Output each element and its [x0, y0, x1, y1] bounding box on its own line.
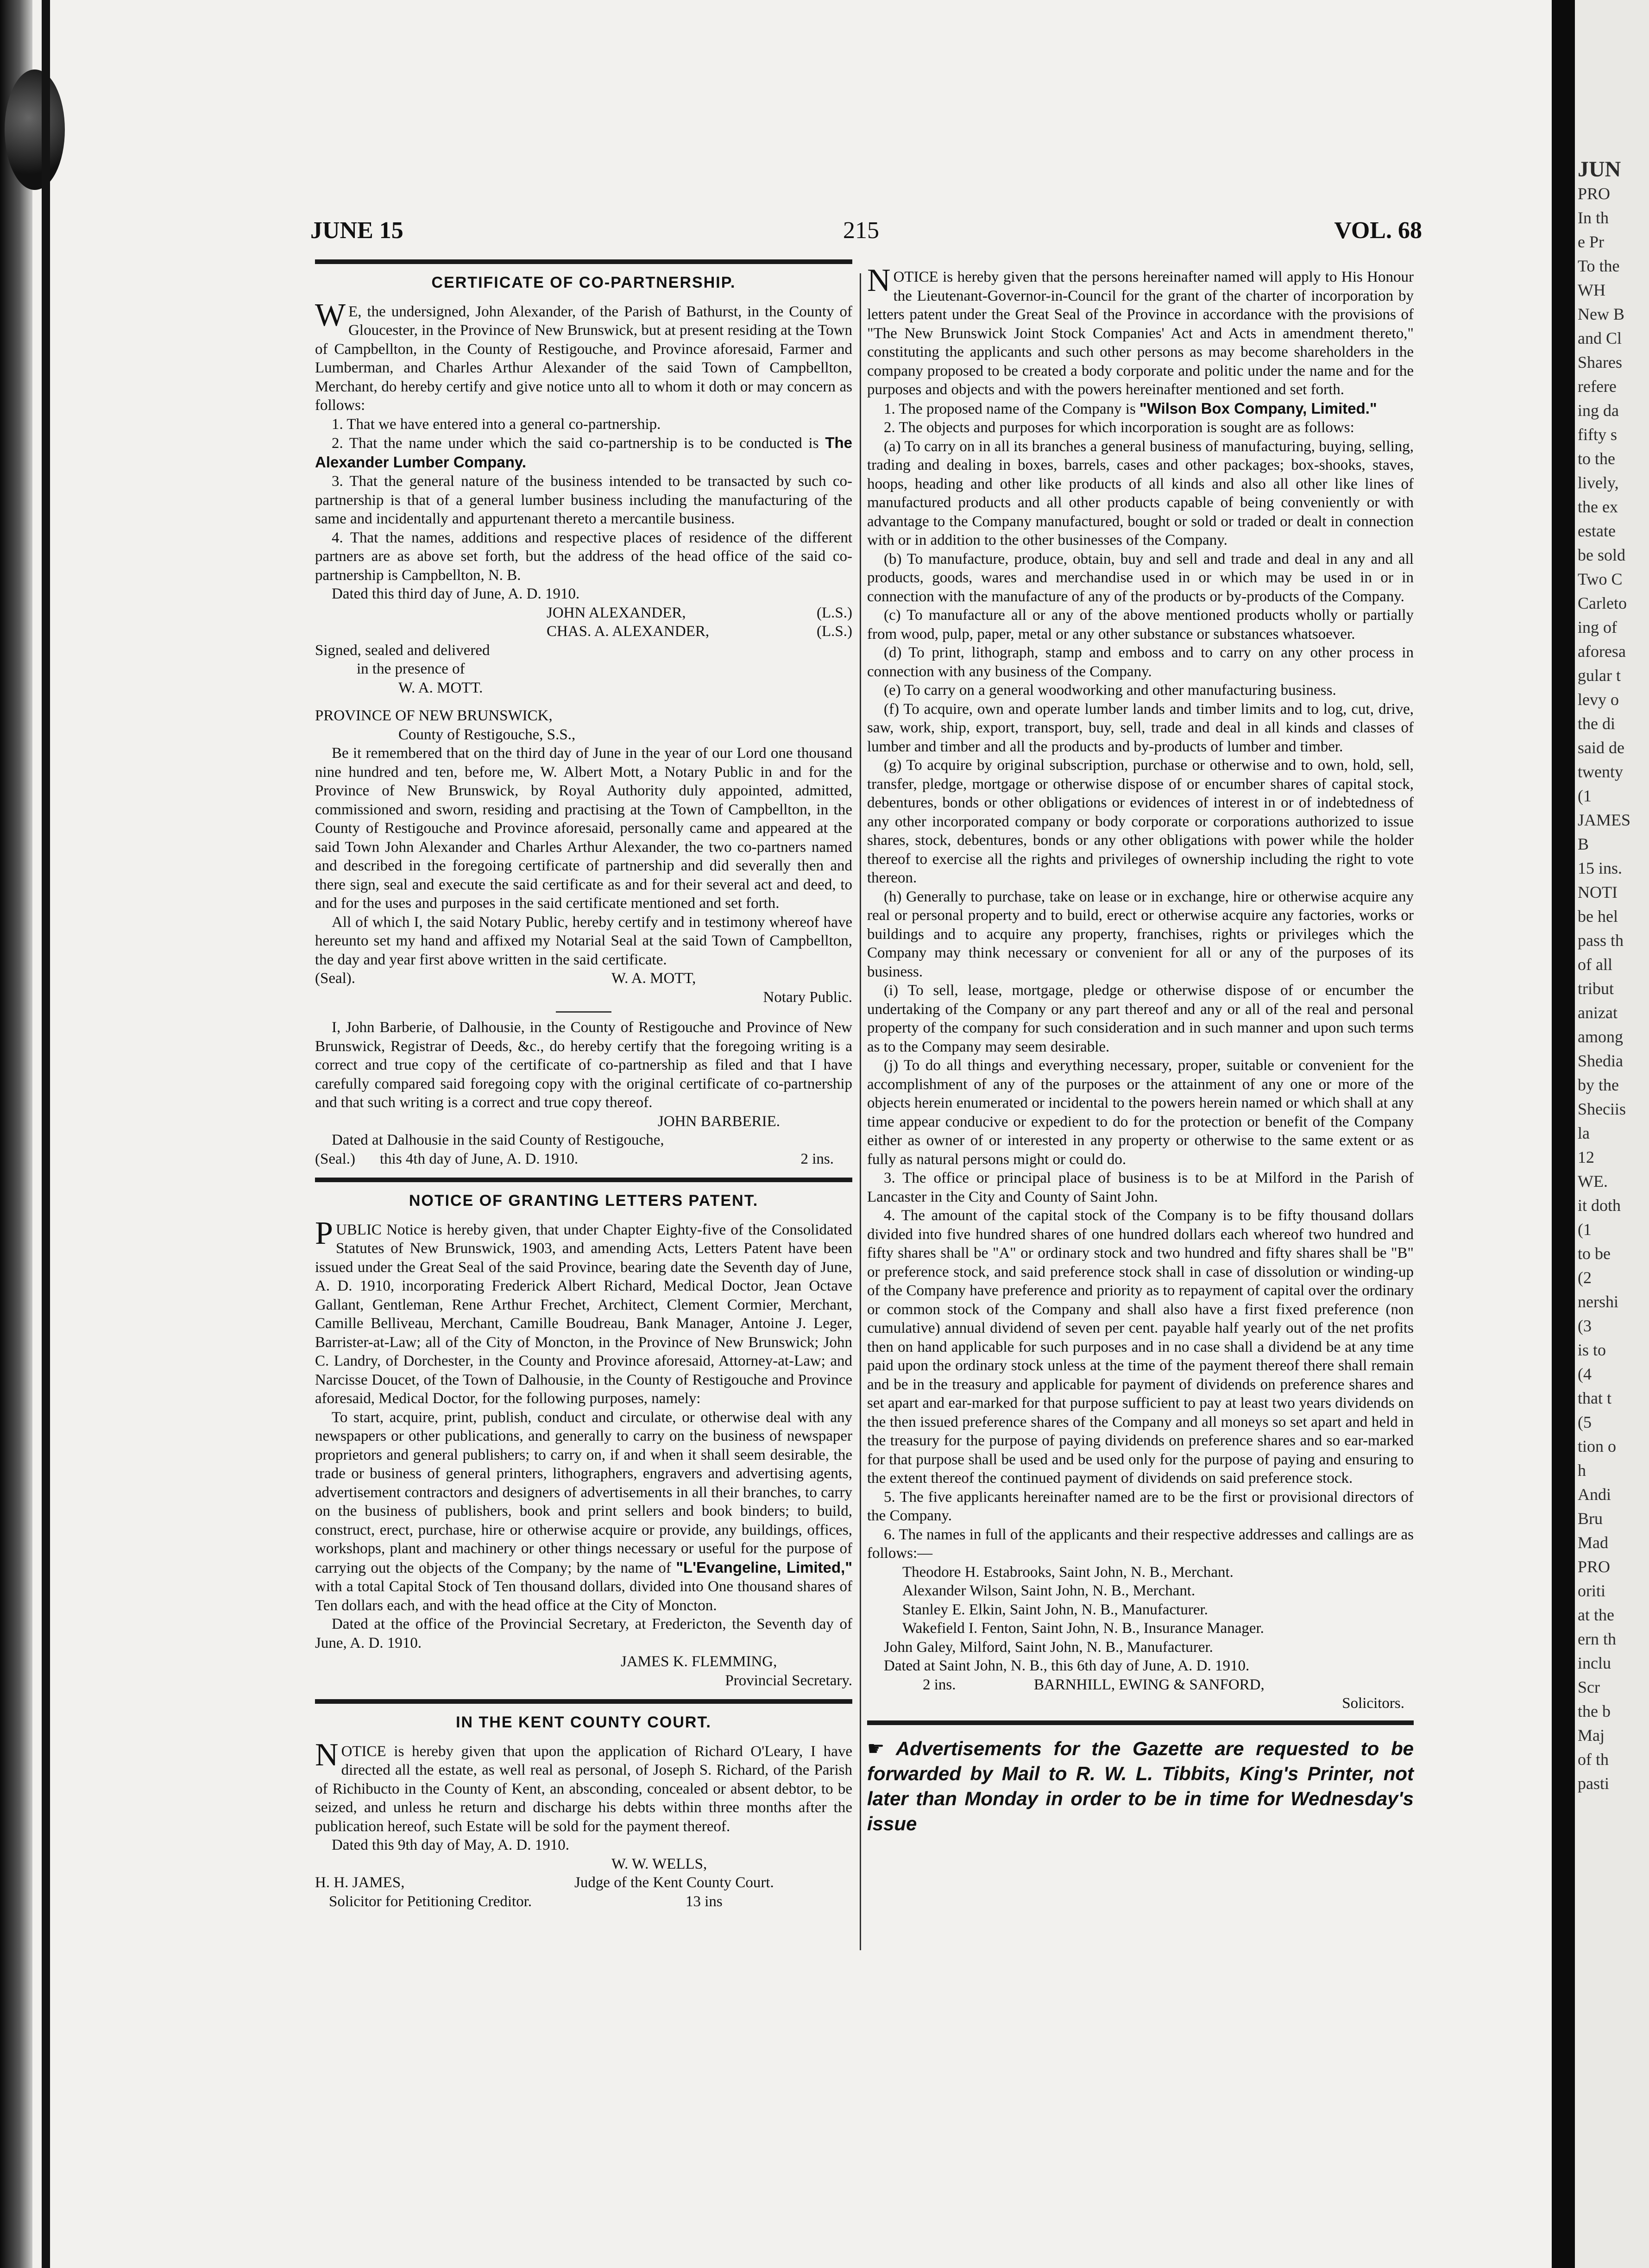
adjacent-page-fragment: NOTI: [1578, 883, 1618, 901]
dated-line: Dated at Saint John, N. B., this 6th day of June, A. D. 1910.: [884, 1657, 1250, 1674]
wilson-object: (g) To acquire by original subscription, purchase or otherwise and to own, hold, sell, transfer, pledge, mortgage or otherwise dispose of or encumber shares of capital stock, debentures, bonds or other obligations or evidences of interest in or of indebtedness of any other incorporated company or body corporate or corporations authorized to issue shares, stock, debentures, bonds or any other obligations with power while the holder thereof to exercise all the rights and privileges of ownership including the right to vote thereon.: [867, 757, 1414, 886]
adjacent-page-fragment: WH: [1578, 281, 1605, 299]
adjacent-page-fragment: gular t: [1578, 666, 1621, 685]
adjacent-page-fragment: Shedia: [1578, 1052, 1623, 1070]
signed-line: Signed, sealed and delivered: [315, 642, 490, 659]
notary-signature: (Seal). W. A. MOTT,: [315, 970, 696, 987]
certificate-notice: [315, 273, 852, 1168]
company-name: "Wilson Box Company, Limited.": [1139, 399, 1377, 417]
dated-line: Dated at the office of the Provincial Secretary, at Fredericton, the Seventh day of June, A. D. 1910.: [315, 1616, 852, 1651]
adjacent-page-fragment: among: [1578, 1027, 1623, 1046]
page-gap: [1552, 0, 1575, 2268]
top-rule: [315, 259, 852, 264]
adjacent-page-fragment: tion o: [1578, 1437, 1617, 1455]
wilson-object: (f) To acquire, own and operate lumber lands and timber limits and to log, cut, drive, saw, work, ship, export, transport, buy, sell, trade and deal in all kinds and classes of lumber and timber and all the products and by-products of lumber and timber.: [867, 700, 1414, 755]
adjacent-page-fragment: Carleto: [1578, 594, 1627, 612]
province-line: PROVINCE OF NEW BRUNSWICK,: [315, 707, 553, 724]
adjacent-page-fragment: by the: [1578, 1076, 1619, 1094]
wilson-item: 2. The objects and purposes for which incorporation is sought are as follows:: [884, 419, 1354, 436]
applicant-name: John Galey, Milford, Saint John, N. B., Manufacturer.: [884, 1638, 1213, 1656]
notary-paragraph: Be it remembered that on the third day of June in the year of our Lord one thousand nine hundred and ten, before me, W. Albert Mott, a Notary Public in and for the Province of New Brunswick, by Royal Authority duly appointed, admitted, commissioned and sworn, residing and practising at the Town of Campbellton, in the County of Restigouche and Province aforesaid, personally came and appeared at the said Town John Alexander and Charles Arthur Alexander, the two co-partners named and described in the foregoing certificate of partnership and did severally then and there sign, seal and execute the said certificate as and for their several act and deed, to and for the uses and purposes in the said certificate mentioned and set forth.: [315, 745, 852, 912]
certificate-heading: CERTIFICATE OF CO-PARTNERSHIP.: [431, 274, 736, 291]
adjacent-page-fragment: the b: [1578, 1702, 1611, 1720]
signed-line: in the presence of: [357, 661, 465, 677]
adjacent-page-fragment: be sold: [1578, 546, 1625, 564]
section-rule: [867, 1720, 1414, 1725]
secretary-title: Provincial Secretary.: [725, 1672, 852, 1689]
certificate-intro: E, the undersigned, John Alexander, of the Parish of Bathurst, in the County of Gloucester, in the Province of New Brunswick, but at present residing at the Town of Campbellton, in the County of Restigouche, and Province aforesaid, Farmer and Lumberman, and Charles Arthur Alexander of the said Town of Campbellton, Merchant, do hereby certify and give notice unto all to whom it doth or may concern as follows:: [315, 303, 852, 414]
adjacent-page-fragment: to the: [1578, 449, 1615, 468]
adjacent-page-fragment: WE.: [1578, 1172, 1608, 1191]
wilson-object: (j) To do all things and everything necessary, proper, suitable or convenient for the accomplishment of any of the purposes or the attainment of any one or more of the objects herein enumerated or incidental to the powers herein named or which shall at any time appear conducive or expedient to do for the protection or benefit of the Company either as owner of or interested in any property or otherwise to the same extent or as fully as natural persons might or could do.: [867, 1057, 1414, 1168]
secretary-signature: JAMES K. FLEMMING,: [621, 1653, 777, 1670]
adjacent-page-fragment: (1: [1578, 1220, 1592, 1239]
adjacent-page-strip: [1575, 0, 1649, 2268]
adjacent-page-fragment: said de: [1578, 738, 1624, 757]
adjacent-page-fragment: estate: [1578, 522, 1616, 540]
kent-paragraph: OTICE is hereby given that upon the application of Richard O'Leary, I have directed all the estate, as well real as personal, of Joseph S. Richard, of the Parish of Richibucto in the County of Kent, an absconding, concealed or absent debtor, to be seized, and unless he return and discharge his debts within three months after the publication hereof, such Estate will be sold for the payment thereof.: [315, 1743, 852, 1835]
company-name: The Alexander Lumber Company.: [315, 434, 852, 471]
adjacent-page-fragment: it doth: [1578, 1196, 1621, 1215]
adjacent-page-fragment: Scr: [1578, 1678, 1600, 1696]
adjacent-page-fragment: PRO: [1578, 1557, 1611, 1576]
binding-shadow: [0, 0, 32, 2268]
drop-cap: P: [315, 1215, 333, 1251]
adjacent-page-fragment: the di: [1578, 714, 1615, 733]
letters-patent-notice: [315, 1191, 852, 1690]
dated-line: Dated this third day of June, A. D. 1910.: [332, 586, 580, 602]
adjacent-page-fragment: oriti: [1578, 1581, 1605, 1600]
solicitors-title: Solicitors.: [1342, 1695, 1404, 1712]
page-edge: [42, 0, 50, 2268]
adjacent-page-fragment: aforesa: [1578, 642, 1626, 661]
patent-paragraph: UBLIC Notice is hereby given, that under Chapter Eighty-five of the Consolidated Statutes of New Brunswick, 1903, and amending Acts, Letters Patent have been issued under the Great Seal of the said Province, bearing date the Seventh day of June, A. D. 1910, incorporating Frederick Albert Richard, Medical Doctor, Jean Octave Gallant, Gentleman, Rene Arthur Frechet, Architect, Clement Cormier, Merchant, Camille Belliveau, Merchant, Camille Boudreau, Bank Manager, Antoine J. Leger, Barrister-at-Law; all of the City of Moncton, in the Province of New Brunswick; John C. Landry, of Dorchester, in the County and Province aforesaid, Attorney-at-Law; and Narcisse Doucet, of the Town of Dalhousie, in the County of Restigouche and Province aforesaid, Medical Doctor, for the following purposes, namely:: [315, 1221, 852, 1407]
drop-cap: N: [315, 1737, 339, 1773]
signature-line: JOHN ALEXANDER, (L.S.): [547, 604, 852, 621]
adjacent-page-fragment: pasti: [1578, 1774, 1609, 1793]
wilson-intro: OTICE is hereby given that the persons hereinafter named will apply to His Honour the Lieutenant-Governor-in-Council for the grant of the charter of incorporation by letters patent under the Great Seal of the Province in accordance with the provisions of "The New Brunswick Joint Stock Companies' Act and Acts in amendment thereto," constituting the applicants and such other persons as may become shareholders in the company proposed to be created a body corporate and politic under the name and for the purposes and objects and with the powers hereinafter mentioned and set forth.: [867, 269, 1414, 398]
adjacent-page-fragment: In th: [1578, 208, 1609, 227]
wilson-object: (h) Generally to purchase, take on lease or in exchange, hire or otherwise acquire any real or personal property and to build, erect or otherwise acquire any factories, works or buildings and to acquire any property, franchises, rights or privileges which the Company may think necessary or convenient for all or any of the purposes of its business.: [867, 888, 1414, 980]
adjacent-page-fragment: Bru: [1578, 1509, 1603, 1528]
certificate-item: 4. That the names, additions and respective places of residence of the different partners are as above set forth, but the address of the head office of the said co-partnership is Campbellton, N. B.: [315, 529, 852, 584]
adjacent-page-fragment: at the: [1578, 1606, 1614, 1624]
wilson-object: (a) To carry on in all its branches a general business of manufacturing, buying, selling, trading and dealing in boxes, barrels, cases and other packages; box-shooks, staves, hoops, heading and other like products of all kinds and also all other like lines of manufactured products and all other products capable of being conveniently or with advantage to the Company manufactured, bought or sold or traded or dealt in connection with or in addition to the other businesses of the Company.: [867, 438, 1414, 548]
header-date: JUNE 15: [310, 217, 403, 244]
dated-line: (Seal.) this 4th day of June, A. D. 1910. 2 ins.: [315, 1150, 834, 1167]
header-volume: VOL. 68: [1334, 217, 1422, 244]
adjacent-page-fragment: JUN: [1578, 157, 1621, 182]
adjacent-page-fragment: e Pr: [1578, 233, 1604, 251]
advertisement-notice: [867, 1736, 1414, 1836]
wilson-object: (i) To sell, lease, mortgage, pledge or otherwise dispose of or encumber the undertaking of the Company or any part thereof and any or all of the real and personal property of the company for such consideration and in such manner and upon such terms as to the Company may seem desirable.: [867, 982, 1414, 1055]
adjacent-page-fragment: la: [1578, 1124, 1590, 1142]
applicant-name: Stanley E. Elkin, Saint John, N. B., Manufacturer.: [902, 1601, 1208, 1618]
wilson-object: (b) To manufacture, produce, obtain, buy and sell and trade and deal in any and all products, goods, wares and merchandise used in or which may be used in or in connection with the manufacture of any of the products or by-products of the Company.: [867, 550, 1414, 605]
section-divider: [556, 1011, 611, 1013]
adjacent-page-fragment: h: [1578, 1461, 1586, 1480]
certificate-item: 1. That we have entered into a general co-partnership.: [332, 416, 661, 433]
certificate-item: 2. That the name under which the said co-partnership is to be conducted is The Alexander Lumber Company.: [315, 434, 852, 471]
adjacent-page-fragment: 12: [1578, 1148, 1594, 1166]
wilson-item: 6. The names in full of the applicants and their respective addresses and callings are as follows:—: [867, 1526, 1414, 1562]
adjacent-page-fragment: fifty s: [1578, 425, 1617, 444]
adjacent-page-fragment: Mad: [1578, 1533, 1608, 1552]
registrar-paragraph: I, John Barberie, of Dalhousie, in the County of Restigouche and Province of New Brunswick, Registrar of Deeds, &c., do hereby certify that the foregoing writing is a correct and true copy of the certificate of co-partnership as filed and that I have carefully compared said foregoing copy with the original certificate of co-partnership and that such writing is a correct and true copy thereof.: [315, 1019, 852, 1111]
adjacent-page-fragment: ing of: [1578, 618, 1617, 636]
kent-heading: IN THE KENT COUNTY COURT.: [456, 1714, 711, 1731]
county-line: County of Restigouche, S.S.,: [398, 726, 576, 743]
adjacent-page-fragment: New B: [1578, 305, 1624, 323]
adjacent-page-fragment: Two C: [1578, 570, 1623, 588]
solicitor-line: H. H. JAMES, Judge of the Kent County Court.: [315, 1874, 774, 1891]
certificate-item: 3. That the general nature of the business intended to be transacted by such co-partnership is that of a general lumber business including the manufacturing of the same and incidentally and appurtenant thereto a mercantile business.: [315, 473, 852, 527]
adjacent-page-fragment: ing da: [1578, 401, 1619, 420]
wilson-item: 4. The amount of the capital stock of the Company is to be fifty thousand dollars divided into five hundred shares of one hundred dollars each whereof two hundred and fifty shares shall be "A" or ordinary stock and two hundred and fifty shares shall be "B" or preference stock, and said preference stock shall in case of dissolution or winding-up of the Company have preference and priority as to repayment of capital over the ordinary or common stock of the Company and shall also have a first fixed preference (non cumulative) annual dividend of seven per cent. payable half yearly out of the net profits then on hand applicable for such purposes and in no case shall a dividend be at any time paid upon the ordinary stock unless at the time of the payment thereof there shall remain and be in the treasury and applicable for payment of dividends on preference shares and set apart and ear-marked for that purpose sufficient to pay at least two years dividends on the then issued preference shares of the Company and all moneys so set apart and held in the treasury for the purpose of paying dividends on preference shares and so ear-marked for that purpose shall be used and be used only for the purpose of paying and ensuring to the extent thereof the continued payment of dividends on said preference stock.: [867, 1207, 1414, 1487]
adjacent-page-fragment: of th: [1578, 1750, 1609, 1769]
adjacent-page-fragment: Maj: [1578, 1726, 1605, 1745]
left-column: [315, 259, 852, 1911]
applicant-name: Theodore H. Estabrooks, Saint John, N. B., Merchant.: [902, 1563, 1234, 1581]
wilson-object: (e) To carry on a general woodworking and other manufacturing business.: [884, 682, 1336, 699]
adjacent-page-fragment: pass th: [1578, 931, 1624, 950]
adjacent-page-fragment: PRO: [1578, 184, 1611, 203]
registrar-signature: JOHN BARBERIE.: [658, 1113, 780, 1130]
signature-line: CHAS. A. ALEXANDER, (L.S.): [547, 623, 852, 640]
solicitors-signature: 2 ins. BARNHILL, EWING & SANFORD,: [923, 1676, 1265, 1693]
kent-court-notice: [315, 1713, 852, 1911]
adjacent-page-fragment: Andi: [1578, 1485, 1611, 1504]
notary-title: Notary Public.: [763, 989, 852, 1006]
adjacent-page-fragment: (3: [1578, 1317, 1592, 1335]
patent-heading: NOTICE OF GRANTING LETTERS PATENT.: [409, 1192, 759, 1210]
wilson-object: (c) To manufacture all or any of the above mentioned products wholly or partially from wood, pulp, paper, metal or any other substance or substances whatsoever.: [867, 607, 1414, 643]
adjacent-page-fragment: Sheciis: [1578, 1100, 1626, 1118]
adjacent-page-fragment: To the: [1578, 257, 1620, 275]
applicant-name: Wakefield I. Fenton, Saint John, N. B., Insurance Manager.: [902, 1620, 1264, 1637]
adjacent-page-fragment: (4: [1578, 1365, 1592, 1383]
adjacent-page-fragment: anizat: [1578, 1003, 1618, 1022]
drop-cap: W: [315, 297, 346, 333]
pointing-hand-icon: ☛: [867, 1737, 885, 1759]
adjacent-page-fragment: JAMES: [1578, 811, 1631, 829]
company-name: "L'Evangeline, Limited,": [676, 1558, 852, 1576]
witness-name: W. A. MOTT.: [398, 679, 483, 696]
section-rule: [315, 1178, 852, 1182]
adjacent-page-fragment: inclu: [1578, 1654, 1611, 1672]
adjacent-page-fragment: be hel: [1578, 907, 1618, 926]
dated-line: Dated this 9th day of May, A. D. 1910.: [332, 1837, 569, 1853]
adjacent-page-fragment: ern th: [1578, 1630, 1616, 1648]
adjacent-page-fragment: is to: [1578, 1341, 1606, 1359]
adjacent-page-fragment: and Cl: [1578, 329, 1622, 347]
adjacent-page-fragment: lively,: [1578, 473, 1619, 492]
adjacent-page-fragment: levy o: [1578, 690, 1619, 709]
adjacent-page-fragment: of all: [1578, 955, 1612, 974]
adjacent-page-fragment: nershi: [1578, 1292, 1618, 1311]
page-header: [310, 217, 1422, 245]
wilson-object: (d) To print, lithograph, stamp and emboss and to carry on any other process in connection with any business of the Company.: [867, 644, 1414, 680]
solicitor-line: Solicitor for Petitioning Creditor. 13 ins: [329, 1893, 723, 1910]
adjacent-page-fragment: (2: [1578, 1268, 1592, 1287]
section-rule: [315, 1699, 852, 1704]
adjacent-page-fragment: Shares: [1578, 353, 1622, 372]
adjacent-page-fragment: the ex: [1578, 498, 1618, 516]
wilson-item: 5. The five applicants hereinafter named are to be the first or provisional directors of the Company.: [867, 1488, 1414, 1524]
notary-paragraph: All of which I, the said Notary Public, hereby certify and in testimony whereof have hereunto set my hand and affixed my Notarial Seal at the said Town of Campbellton, the day and year first above written in the said certificate.: [315, 914, 852, 968]
dated-line: Dated at Dalhousie in the said County of Restigouche,: [332, 1132, 664, 1148]
judge-signature: W. W. WELLS,: [611, 1855, 707, 1872]
page-number: 215: [843, 217, 879, 244]
right-column: [867, 263, 1414, 1836]
adjacent-page-fragment: B: [1578, 835, 1589, 853]
adjacent-page-fragment: that t: [1578, 1389, 1611, 1407]
advertisement-text: Advertisements for the Gazette are requested to be forwarded by Mail to R. W. L. Tibbits, King's Printer, not later than Monday in order to be in time for Wednesday's issue: [867, 1737, 1414, 1834]
adjacent-page-fragment: to be: [1578, 1244, 1611, 1263]
adjacent-page-fragment: tribut: [1578, 979, 1614, 998]
wilson-item: 3. The office or principal place of business is to be at Milford in the Parish of Lancaster in the City and County of Saint John.: [867, 1170, 1414, 1205]
adjacent-page-fragment: twenty: [1578, 762, 1623, 781]
applicant-name: Alexander Wilson, Saint John, N. B., Merchant.: [902, 1582, 1196, 1599]
patent-paragraph: To start, acquire, print, publish, conduct and circulate, or otherwise deal with any newspapers or other publications, and generally to carry on the business of newspaper proprietors and general publishers; to carry on, if and when it shall seem desirable, the trade or business of general printers, lithographers, engravers and advertising agents, advertisement contractors and designers of advertisements in all their branches, to carry on the business of publishers, book and print sellers and book binders; to build, construct, erect, purchase, hire or otherwise acquire or provide, any buildings, offices, workshops, plant and machinery or other things necessary or useful for the purpose of carrying out the objects of the Company; by the name of "L'Evangeline, Limited," with a total Capital Stock of Ten thousand dollars, divided into One thousand shares of Ten dollars each, and with the head office at the City of Moncton.: [315, 1409, 852, 1614]
wilson-box-notice: [867, 263, 1414, 1713]
adjacent-page-fragment: (1: [1578, 787, 1592, 805]
drop-cap: N: [867, 263, 891, 298]
column-divider: [860, 273, 861, 1950]
binding-hole: [5, 69, 65, 190]
adjacent-page-fragment: refere: [1578, 377, 1617, 396]
adjacent-page-fragment: 15 ins.: [1578, 859, 1623, 877]
wilson-item: 1. The proposed name of the Company is "Wilson Box Company, Limited.": [884, 399, 1377, 417]
adjacent-page-fragment: (5: [1578, 1413, 1592, 1431]
